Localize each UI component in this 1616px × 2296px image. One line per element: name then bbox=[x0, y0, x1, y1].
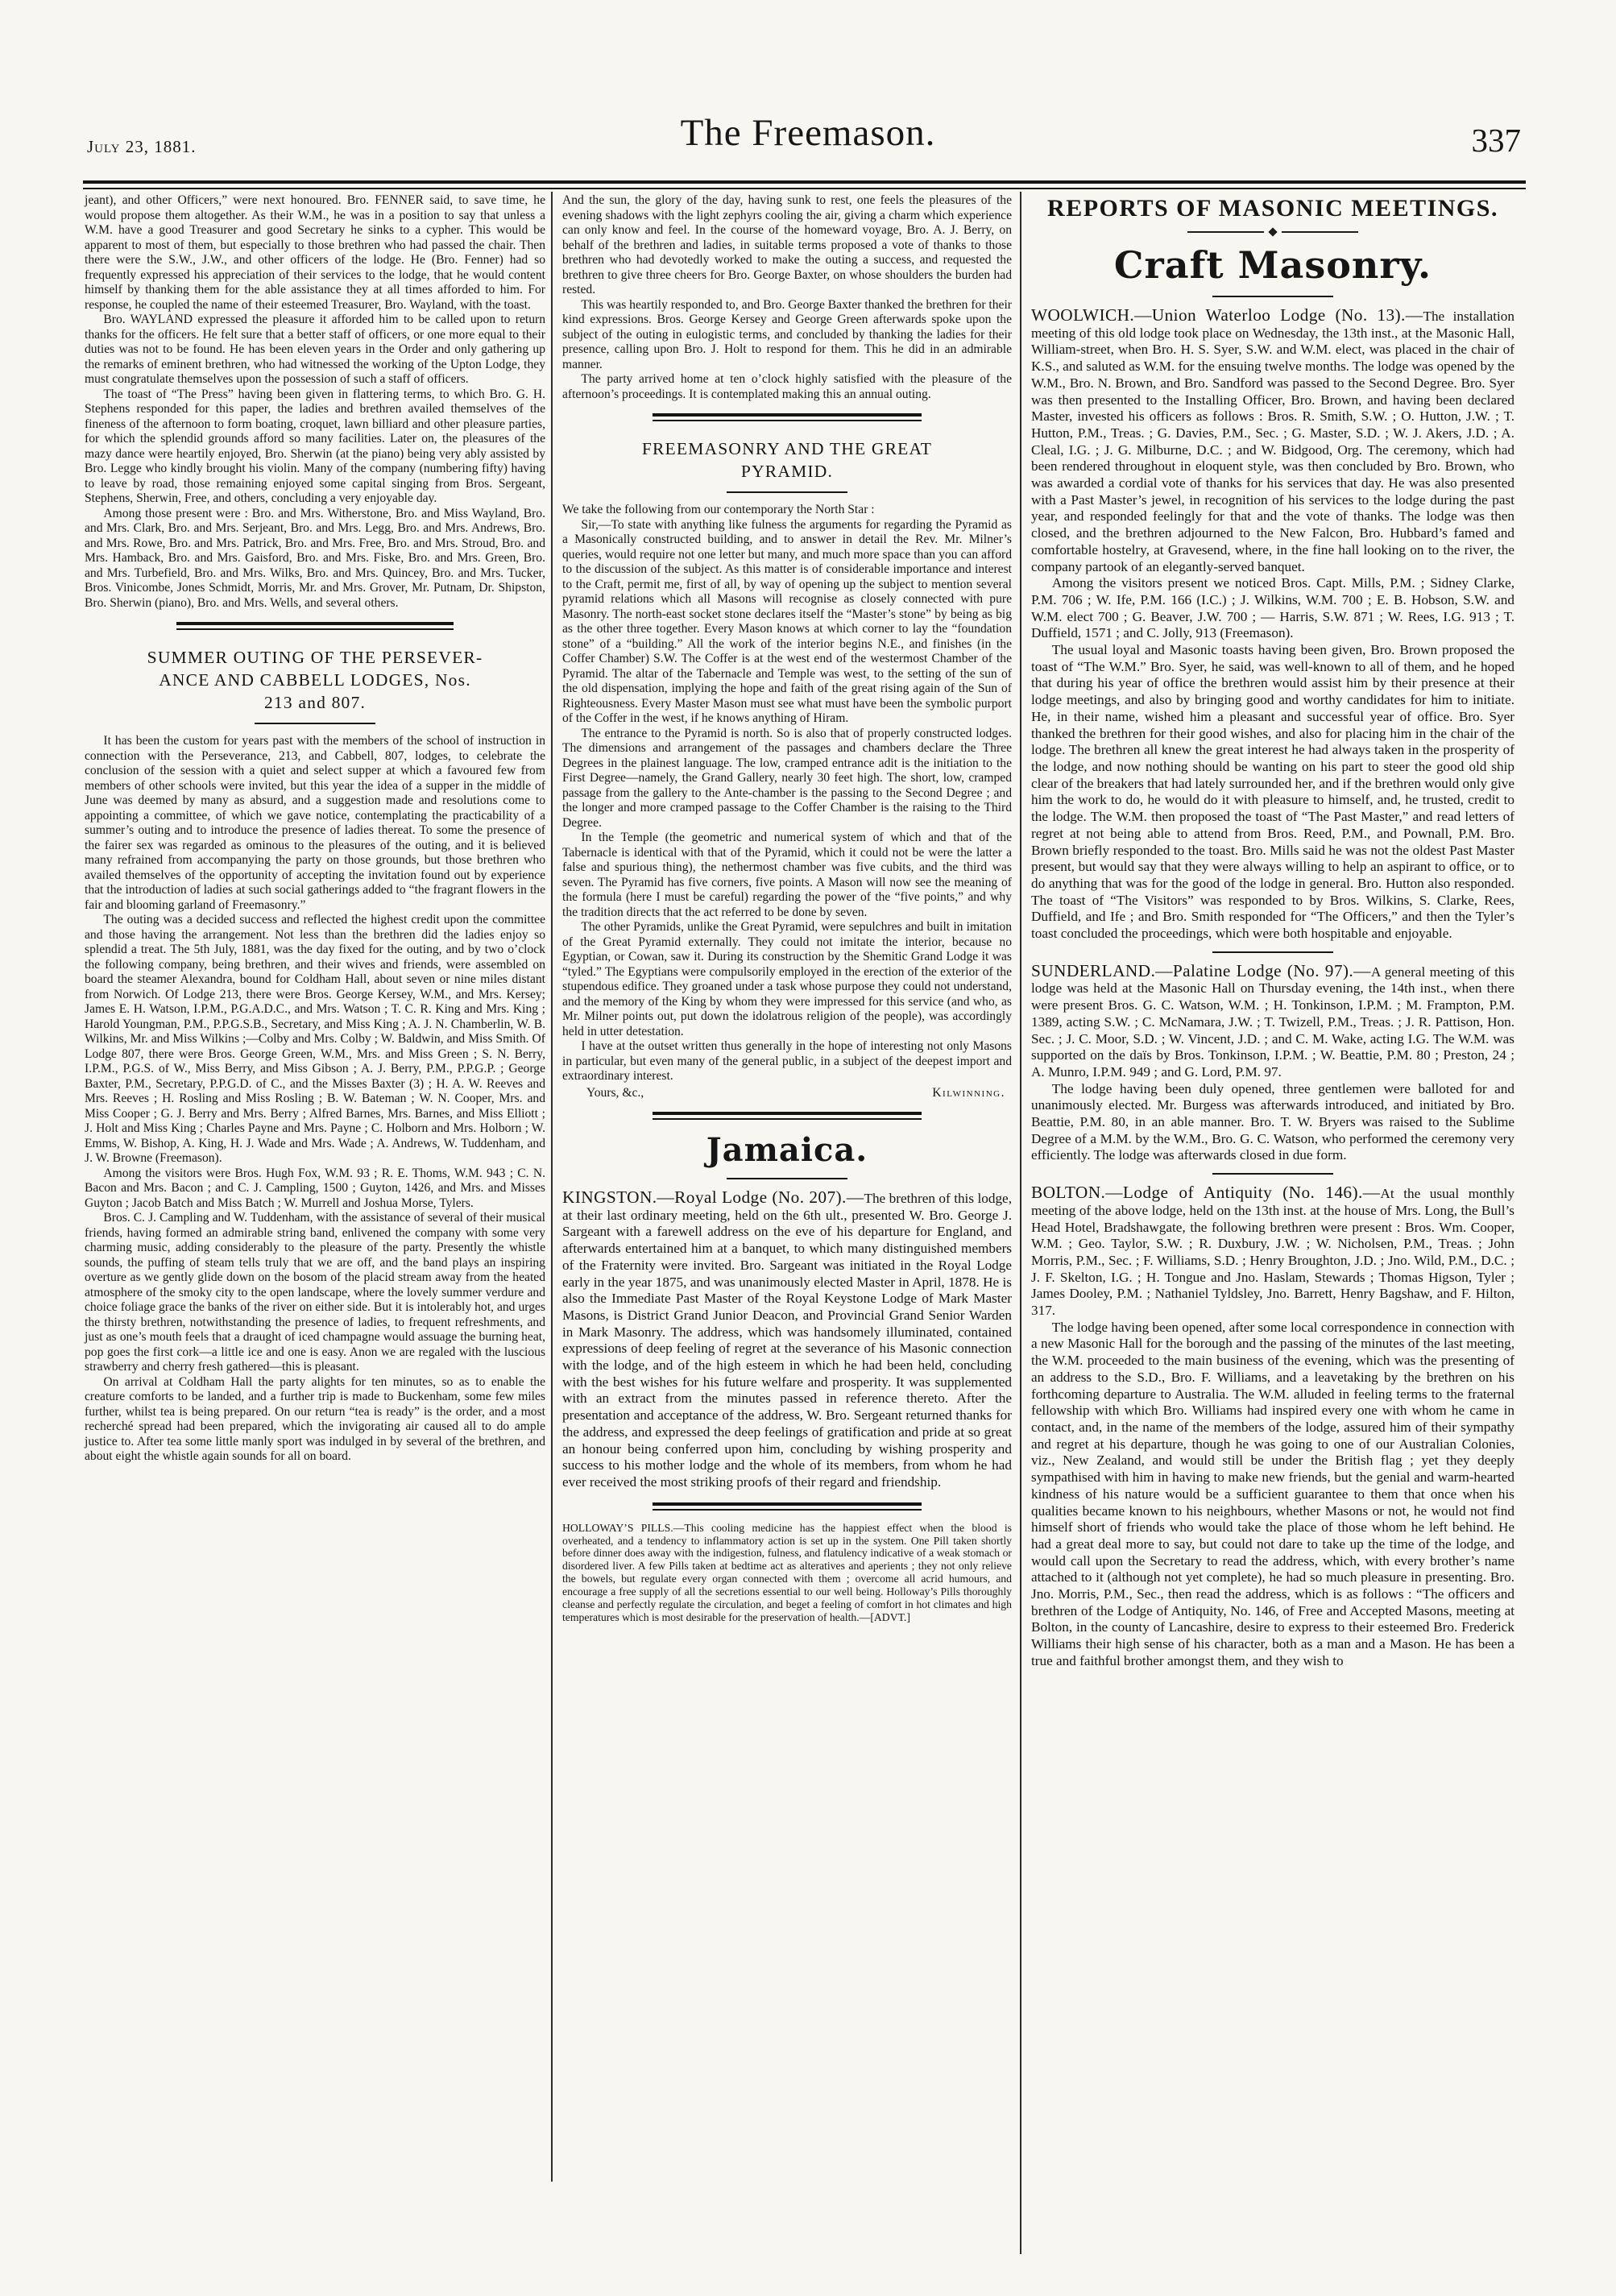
report-lead: WOOLWICH.—Union Waterloo Lodge (No. 13).— bbox=[1031, 305, 1423, 325]
paragraph: The toast of “The Press” having been given in flattering terms, to which Bro. G. H. Stephens responded for this paper, the ladies and brethren availed themselves of the fineness of the afternoon to form boating, croquet, lawn billiard and other pleasure parties, for which the splendid grounds afford so many facilities. Later on, the pleasures of the mazy dance were heartily enjoyed, Bro. Sherwin (at the piano) being very ably assisted by Bro. Legge who kindly brought his violin. Many of the company (numbering fifty) having to leave by road, those remaining enjoyed some capital singing from Bros. Sergeant, Stephens, Sherwin, Free, and others, concluding a very enjoyable day. bbox=[85, 387, 545, 505]
paragraph: The other Pyramids, unlike the Great Pyramid, were sepulchres and built in imitation of the Great Pyramid externally. They could not imitate the interior, because no Egyptian, or Cowan, saw it. During its construction by the Shemitic Grand Lodge it was “tyled.” The Egyptians were compulsorily employed in the erection of the exterior of the stupendous edifice. They groaned under a task whose purpose they could not understand, and the memory of the King by whom they were impressed for this service (and who, as Mr. Milner points out, put down the idolatrous religion of the people), was accordingly held in utter detestation. bbox=[562, 920, 1012, 1038]
article-divider bbox=[653, 1112, 922, 1120]
paragraph: Among the visitors present we noticed Bros. Capt. Mills, P.M. ; Sidney Clarke, P.M. 706 ; W. Ife, P.M. 166 (I.C.) ; J. Wilkins, W.M. 700 ; E. B. Hobson, S.W. and W.M. elect 700 ; G. Beaver, J.W. 700 ; — Harris, S.W. 871 ; W. Rees, I.G. 913 ; T. Duffield, 1571 ; and C. Jolly, 913 (Freemason). bbox=[1031, 575, 1514, 641]
paragraph: Sir,—To state with anything like fulness the arguments for regarding the Pyramid as a Masonically constructed building, and to answer in detail the Rev. Mr. Milner’s queries, would require not one letter but many, and much more space than you can afford to the discussion of the subject. As this matter is of considerable importance and interest to the Craft, permit me, first of all, by way of opening up the subject to mention several pyramid relations which all Masons will recognise as closely connected with pure Masonry. The north-east socket stone declares itself the “Master’s stone” by being as big as the other three together. Every Mason knows at which corner to lay the “foundation stone” of a “building.” All the work of the interior begins N.E., and finishes (in the Coffer Chamber) S.W. The Coffer is at the west end of the westermost Chamber of the Pyramid. The altar of the Tabernacle and Temple was west, to the setting of the sun of the old dispensation, implying the hope and faith of the great rising again of the Sun of Righteousness. Every Master Mason must see what must have been the symbolic purport of the Coffer in the west, if he knows anything of Hiram. bbox=[562, 517, 1012, 725]
paragraph: jeant), and other Officers,” were next honoured. Bro. FENNER said, to save time, he would propose them altogether. As their W.M., he was in a position to say that unless a W.M. have a good Treasurer and good Secretary he sinks to a cypher. This would be apparent to most of them, but especially to those brethren who had passed the chair. Then there were the S.W., J.W., and other officers of the lodge. He (Bro. Fenner) had so frequently expressed his appreciation of their services to the lodge, that he would content himself by thanking them for the able assistance they at all times afforded to him. For response, he coupled the name of their esteemed Treasurer, Bro. Wayland, with the toast. bbox=[85, 193, 545, 312]
heading-rule bbox=[727, 491, 847, 493]
article-divider bbox=[176, 622, 453, 630]
paragraph: The entrance to the Pyramid is north. So is also that of properly constructed lodges. The dimensions and arrangement of the passages and chambers declare the Three Degrees in the plainest language. The low, cramped entrance adit is the initiation to the First Degree—namely, the Grand Gallery, nearly 30 feet high. The short, low, cramped passage from the gallery to the Ante-chamber is the passing to the Second Degree ; and the longer and more cramped passage to the Coffer Chamber is the raising to the Third Degree. bbox=[562, 726, 1012, 830]
paragraph: And the sun, the glory of the day, having sunk to rest, one feels the pleasures of the evening shadows with the light zephyrs cooling the air, giving a charm which experience can only know and feel. In the course of the homeward voyage, Bro. A. J. Berry, on behalf of the brethren and ladies, in suitable terms proposed a vote of thanks to those brethren who had devotedly worked to make the outing a success, and requested the brethren to give three cheers for Bro. George Baxter, on whose shoulders the burden had rested. bbox=[562, 193, 1012, 296]
report-lead: BOLTON.—Lodge of Antiquity (No. 146).— bbox=[1031, 1183, 1381, 1203]
page-number: 337 bbox=[1471, 122, 1521, 159]
heading-rule bbox=[1212, 296, 1333, 297]
article-heading bbox=[85, 646, 545, 714]
paragraph: The party arrived home at ten o’clock highly satisfied with the pleasure of the afternoon’s proceedings. It is contemplated making this an annual outing. bbox=[562, 372, 1012, 401]
heading-line: FREEMASONRY AND THE GREAT bbox=[641, 439, 933, 458]
report-paragraph: BOLTON.—Lodge of Antiquity (No. 146).—At the usual monthly meeting of the above lodge, held on the 13th inst. at the house of Mrs. Long, the Bull’s Head Hotel, Bradshawgate, the following brethren were present : Bros. Wm. Cooper, W.M. ; Geo. Taylor, S.W. ; R. Duxbury, J.W. ; W. Nicholsen, P.M., Treas. ; John Morris, P.M., Sec. ; F. Williams, S.D. ; Henry Broughton, J.D. ; Jno. Wild, P.M., D.C. ; J. F. Skelton, I.G. ; H. Tongue and Jno. Haslam, Stewards ; Thomas Higson, Tyler ; James Dooley, P.M. ; Nathaniel Tyldsley, Jno. Barrett, Henry Bagshaw, and F. Hilton, 317. bbox=[1031, 1183, 1514, 1319]
report-paragraph: SUNDERLAND.—Palatine Lodge (No. 97).—A general meeting of this lodge was held at the Masonic Hall on Thursday evening, the 14th inst., when there were present Bros. G. C. Watson, W.M. ; H. Tonkinson, I.P.M. ; M. Frampton, P.M. 1389, acting S.W. ; C. McNamara, J.W. ; T. Twizell, P.M., Treas. ; J. R. Pattison, Hon. Sec. ; J. C. Moor, S.D. ; W. Vincent, J.D. ; and C. M. Wake, acting I.G. The W.M. was supported on the daïs by Bros. Tonkinson, I.P.M. ; W. Beattie, P.M. 80 ; Preston, 24 ; A. Munro, I.P.M. 949 ; and G. Lord, P.M. 97. bbox=[1031, 960, 1514, 1080]
column-3 bbox=[1031, 193, 1514, 1670]
heading-line: 213 and 807. bbox=[263, 693, 367, 712]
paragraph: Among those present were : Bro. and Mrs. Witherstone, Bro. and Miss Wayland, Bro. and Mrs. Clark, Bro. and Mrs. Serjeant, Bro. and Mrs. Legg, Bro. and Mrs. Andrews, Bro. and Mrs. Rowe, Bro. and Mrs. Patrick, Bro. and Mrs. Free, Bro. and Mrs. Stroud, Bro. and Mrs. Hamback, Bro. and Mrs. Gaisford, Bro. and Mrs. Fiske, Bro. and Mrs. Green, Bro. and Mrs. Turbefield, Bro. and Mrs. Wilks, Bro. and Mrs. Quincey, Bro. and Mrs. Tucker, Bros. Vinicombe, Jones Schmidt, Morris, Mr. and Mrs. Grover, Mr. Putnam, Dr. Shipston, Bro. Sherwin (piano), Bro. and Mrs. Wells, and several others. bbox=[85, 506, 545, 610]
paragraph: The lodge having been opened, after some local correspondence in connection with a new Masonic Hall for the borough and the passing of the minutes of the last meeting, the W.M. proceeded to the main business of the evening, which was the presenting of an address to the S.D., Bro. F. Williams, and a leavetaking by the brethren on his forthcoming departure to Australia. The W.M. alluded in feeling terms to the fraternal fellowship with which Bro. Williams had inspired every one with whom he came in contact, and, in the name of the members of the lodge, assured him of their sympathy and regret at his departure, though he was going to one of our Australian Colonies, viz., New Zealand, and would still be under the British flag ; yet they deeply sympathised with him in having to make new friends, but the genial and warm-hearted kindness of his nature would be a sufficient guarantee to them that once when his qualities became known to his neighbours, whether Masons or not, he would not find himself short of friends who would take the place of those whom he left behind. He had a great deal more to say, but could not dare to take up the time of the lodge, and would call upon the Secretary to read the address, which, with every brother’s name attached to it (although not yet complete), he had so much pleasure in presenting. Bro. Jno. Morris, P.M., Sec., then read the address, which is as follows : “The officers and brethren of the Lodge of Antiquity, No. 146, of Free and Accepted Masons, meeting at Bolton, in the county of Lancashire, desire to express to their esteemed Bro. Frederick Williams their high sense of his character, both as a man and a Mason. He has been a true and faithful brother amongst them, and they wish to bbox=[1031, 1319, 1514, 1668]
masthead-rule-top bbox=[83, 180, 1526, 184]
paragraph: I have at the outset written thus generally in the hope of interesting not only Masons in particular, but even many of the general public, in a subject of the deepest import and extraordinary interest. bbox=[562, 1039, 1012, 1083]
ornament-divider bbox=[1031, 229, 1514, 235]
paragraph: The outing was a decided success and reflected the highest credit upon the committee and those having the arrangement. Not less than the brethren did the ladies enjoy so splendid a treat. The 5th July, 1881, was the day fixed for the outing, and by two o’clock the following company, being brethren, and their wives and friends, were assembled on board the steamer Alexandra, bound for Coldham Hall, about seven or nine miles distant from Norwich. Of Lodge 213, there were Bros. George Kersey, W.M., and Mrs. Kersey; James E. H. Watson, I.P.M., P.G.A.D.C., and Mrs. Watson ; T. C. R. King and Mrs. King ; Harold Youngman, P.M., P.P.G.S.B., Secretary, and Miss King ; A. J. N. Chamberlin, W. B. Wilkins, Mr. and Miss Wilkins ;—Colby and Mrs. Colby ; W. Baldwin, and Miss Smith. Of Lodge 807, there were Bros. George Green, W.M., Mrs. and Miss Green ; S. N. Berry, I.P.M., P.G.S. of W., Miss Berry, and Miss Gibson ; A. J. Berry, P.M., P.P.G.P. ; George Baxter, P.M., Secretary, P.P.G.D. of C., and the Misses Baxter (3) ; H. A. W. Reeves and Mrs. Reeves ; H. Rosling and Miss Rosling ; B. W. Bateman ; W. N. Cooper, Mrs. and Miss Cooper ; G. J. Berry and Mrs. Berry ; Alfred Barnes, Mrs. Barnes, and Miss Elliott ; J. Holt and Miss King ; Charles Payne and Mrs. Payne ; C. Holborn and Mrs. Holborn ; W. Emms, W. Bishop, A. King, H. J. Wade and Mrs. Wade ; A. Andrews, W. Tuddenham, and J. W. Browne (Freemason). bbox=[85, 913, 545, 1165]
section-heading-jamaica: Jamaica. bbox=[706, 1131, 868, 1169]
masthead-rule-bottom bbox=[83, 188, 1526, 189]
paragraph: It has been the custom for years past with the members of the school of instruction in connection with the Perseverance, 213, and Cabbell, 807, lodges, to celebrate the conclusion of the session with a quiet and select supper at which a favoured few from members of other schools were invited, but this year the idea of a supper in the middle of June was deemed by many as absurd, and a suggestion made and resolutions come to appointing a committee, of which we gave notice, contemplating the practicability of a summer’s outing and to introduce the presence of ladies thereat. To some the presence of the fairer sex was regarded as ominous to the pleasures of the outing, and it is believed many refrained from accompanying the party on those grounds, but those brethren who availed themselves of the opportunity of accepting the invitation found out by experience that the introduction of ladies at such social gatherings added to “the fragrant flowers in the fair and blooming garland of Freemasonry.” bbox=[85, 734, 545, 912]
report-lead: SUNDERLAND.—Palatine Lodge (No. 97).— bbox=[1031, 960, 1371, 980]
heading-line: SUMMER OUTING OF THE PERSEVER- bbox=[147, 648, 483, 667]
ornament-diamond bbox=[1268, 227, 1277, 236]
article-divider bbox=[1212, 951, 1333, 953]
ornament-line bbox=[1282, 231, 1358, 233]
paragraph: In the Temple (the geometric and numerical system of which and that of the Tabernacle is identical with that of the Pyramid, which it could not be were the latter a false and spurious thing), the nethermost chamber was five cubits, and the third was seven. The Pyramid has five corners, five points. A Mason will now see the meaning of the formula (here I must be careful) regarding the power of the “five points,” and why the tradition directs that the act referred to be done by seven. bbox=[562, 831, 1012, 919]
paragraph: This was heartily responded to, and Bro. George Baxter thanked the brethren for their kind expressions. Bros. George Kersey and George Green afterwards spoke upon the subject of the outing in eulogistic terms, and concluded by thanking the ladies for their presence, calling upon Bro. J. Holt to respond for them. This he did in an admirable manner. bbox=[562, 297, 1012, 371]
column-1 bbox=[85, 193, 545, 1465]
paragraph: We take the following from our contemporary the North Star : bbox=[562, 503, 875, 516]
letter-signature bbox=[562, 1084, 1012, 1101]
report-lead: KINGSTON.—Royal Lodge (No. 207).— bbox=[562, 1187, 864, 1207]
paragraph: On arrival at Coldham Hall the party alights for ten minutes, so as to enable the creature comforts to be landed, and a further trip is made to Buckenham, some few miles further, whilst tea is being prepared. On our return “tea is ready” is the order, and a most recherché spread had been prepared, which the invigorating air caused all to do ample justice to. After tea some little manly sport was indulged in by several of the brethren, and about eight the whistle again sounds for all on board. bbox=[85, 1374, 545, 1463]
column-2 bbox=[562, 193, 1012, 1624]
issue-date: July 23, 1881. bbox=[87, 137, 197, 156]
paragraph: The usual loyal and Masonic toasts having been given, Bro. Brown proposed the toast of “The W.M.” Bro. Syer, he said, was well-known to all of them, and he hoped that during his year of office the brethren would assist him by their presence at their lodge meetings, and also by bringing good and worthy candidates for him to initiate. He, in their name, wished him a pleasant and successful year of office. Bro. Syer thanked the brethren for their good wishes, and also for placing him in the chair of the lodge. The brethren all knew the great interest he had always taken in the prosperity of the lodge, and now nothing should be wanting on his part to steer the good old ship clear of the breakers that had lately surrounded her, and if the brethren would only give him the work to do, he would do it with pleasure to himself, and, he trusted, credit to the lodge. The W.M. then proposed the toast of “The Past Master,” and read letters of regret at not being able to attend from Bros. Reed, P.M., and Pownall, P.M. Bro. Brown briefly responded to the toast. Bro. Mills said he was not the oldest Past Master present, but would say that they were always willing to help an aspirant to office, or to do anything that was for the good of the lodge in general. Bro. Hutton also responded. The toast of “The Visitors” was responded to by Bros. Wilkins, S. Clarke, Rees, Duffield, and Ife ; and Bro. Smith responded for “The Officers,” and then the Tyler’s toast concluded the proceedings, which were both hospitable and enjoyable. bbox=[1031, 642, 1514, 942]
report-paragraph: KINGSTON.—Royal Lodge (No. 207).—The brethren of this lodge, at their last ordinary meeting, held on the 6th ult., presented W. Bro. George J. Sargeant with a farewell address on the eve of his departure for England, and afterwards entertained him at a banquet, to which many distinguished members of the Fraternity were invited. Bro. Sargeant was initiated in the Royal Lodge early in the year 1875, and was unanimously elected Master in April, 1878. He is also the Immediate Past Master of the Royal Keystone Lodge of Mark Master Masons, is District Grand Junior Deacon, and Provincial Grand Senior Warden in Mark Masonry. The address, which was handsomely illuminated, contained expressions of deep feeling of regret at the severance of his Masonic connection with the lodge, and of the high esteem in which he had been held, concluding with the best wishes for his future welfare and prosperity. It was supplemented with an extract from the minutes passed in reference thereto. After the presentation and acceptance of the address, W. Bro. Sergeant returned thanks for the address, and expressed the deep feelings of gratification and pride at so great an honour being conferred upon him, concluding by wishing prosperity and success to his mother lodge and the whole of its members, from whom he had ever received the most striking proofs of their regard and friendship. bbox=[562, 1187, 1012, 1490]
paragraph: Among the visitors were Bros. Hugh Fox, W.M. 93 ; R. E. Thoms, W.M. 943 ; C. N. Bacon and Mrs. Bacon ; and C. J. Campling, 1500 ; Guyton, 1426, and Mrs. and Misses Guyton ; Jacob Batch and Miss Batch ; W. Murrell and Joshua Morse, Tylers. bbox=[85, 1166, 545, 1210]
article-heading bbox=[562, 437, 1012, 483]
ornament-line bbox=[1187, 231, 1264, 233]
newspaper-title: The Freemason. bbox=[680, 112, 936, 154]
heading-line: PYRAMID. bbox=[740, 462, 834, 481]
article-divider bbox=[1212, 1173, 1333, 1175]
signature-name: Kilwinning. bbox=[932, 1085, 1005, 1100]
report-paragraph: WOOLWICH.—Union Waterloo Lodge (No. 13).—The installation meeting of this old lodge took place on Wednesday, the 13th inst., at the Masonic Hall, William-street, when Bro. H. S. Syer, S.W. and W.M. elect, was placed in the chair of K.S., and saluted as W.M. for the ensuing twelve months. The lodge was opened by the W.M., Bro. N. Brown, and Bro. Sandford was passed to the Second Degree. Bro. Syer was then presented to the Installing Officer, Bro. Brown, and having been declared Master, invested his officers as follows : Bros. R. Smith, S.W. ; O. Hutton, J.W. ; T. Hutton, P.M., Treas. ; G. Davies, P.M., Sec. ; G. Master, S.D. ; W. J. Akers, J.D. ; A. Cleal, I.G. ; J. G. Milburne, D.C. ; and W. Bidgood, Org. The ceremony, which had been rendered throughout in eloquent style, was then concluded by Bro. Brown, who was awarded a cordial vote of thanks for his services that day. He was also presented with a Past Master’s jewel, in recognition of his services to the lodge during the past year, and responded feelingly for that and the vote of thanks. The lodge was then closed, and the brethren adjourned to the New Falcon, Bro. Hubbard’s famed and comfortable hostelry, at Gravesend, where, in the fine hall looking on to the river, the company partook of an elegantly-served banquet. bbox=[1031, 305, 1514, 574]
paragraph: Bro. WAYLAND expressed the pleasure it afforded him to be called upon to return thanks for the officers. He felt sure that a better staff of officers, or one more equal to their duties was not to be found. He has been eleven years in the Order and only gathering up the remarks of eminent brethren, who had witnessed the working of the Upton Lodge, they must congratulate themselves upon the possession of such a staff of officers. bbox=[85, 313, 545, 386]
section-heading-craft-masonry: Craft Masonry. bbox=[1113, 243, 1432, 287]
column-divider-2 bbox=[1020, 192, 1021, 2254]
article-divider bbox=[653, 1502, 922, 1511]
heading-line: ANCE AND CABBELL LODGES, Nos. bbox=[159, 670, 471, 690]
advertisement: HOLLOWAY’S PILLS.—This cooling medicine has the happiest effect when the blood is overheated, and a tendency to inflammatory action is set up in the system. One Pill taken shortly before dinner does away with the indigestion, fulness, and flatulency indicative of a weak stomach or disordered liver. A few Pills taken at bedtime act as alteratives and aperients ; they not only relieve the bowels, but regulate every organ connected with them ; overcome all acrid humours, and encourage a free supply of all the secretions essential to our well being. Holloway’s Pills thoroughly cleanse and perfectly regulate the circulation, and beget a feeling of comfort in hot climates and high temperatures which is most desirable for the preservation of health.—[ADVT.] bbox=[562, 1521, 1012, 1623]
article-divider bbox=[653, 413, 922, 421]
heading-rule bbox=[255, 723, 375, 724]
paragraph: Bros. C. J. Campling and W. Tuddenham, with the assistance of several of their musical friends, having formed an admirable string band, enlivened the company with some very charming music, adding considerably to the pleasure of the party. Presently the whistle sounds, the puffing of steam tells truly that we are off, and the band plays an inspiring overture as we gently glide down on the bosom of the placid stream away from the heated atmosphere of the smoky city to the open landscape, where the lovely summer verdure and choice foliage grace the banks of the river on either side. But it is intolerably hot, and urges the thirsty brethren, notwithstanding the presence of ladies, to frequent refreshments, and just as one’s mouth feels that a draught of iced champagne would assuage the burning heat, pop goes the first cork—a little ice and one is easy. Anon we are regaled with the luscious strawberry and cherry fresh gathered—this is pleasant. bbox=[85, 1211, 545, 1374]
heading-rule bbox=[727, 1178, 847, 1179]
signature-salutation: Yours, &c., bbox=[586, 1085, 644, 1100]
paragraph: The lodge having been duly opened, three gentlemen were balloted for and unanimously elected. Mr. Burgess was afterwards introduced, and initiated by Bro. Beattie, P.M. 80, in an able manner. Bro. T. W. Bryers was raised to the Sublime Degree of a M.M. by the W.M., Bro. G. C. Watson, who performed the ceremony very efficiently. The lodge was afterwards closed in due form. bbox=[1031, 1080, 1514, 1163]
column-divider-1 bbox=[551, 192, 553, 2182]
section-title: REPORTS OF MASONIC MEETINGS. bbox=[1047, 195, 1498, 222]
